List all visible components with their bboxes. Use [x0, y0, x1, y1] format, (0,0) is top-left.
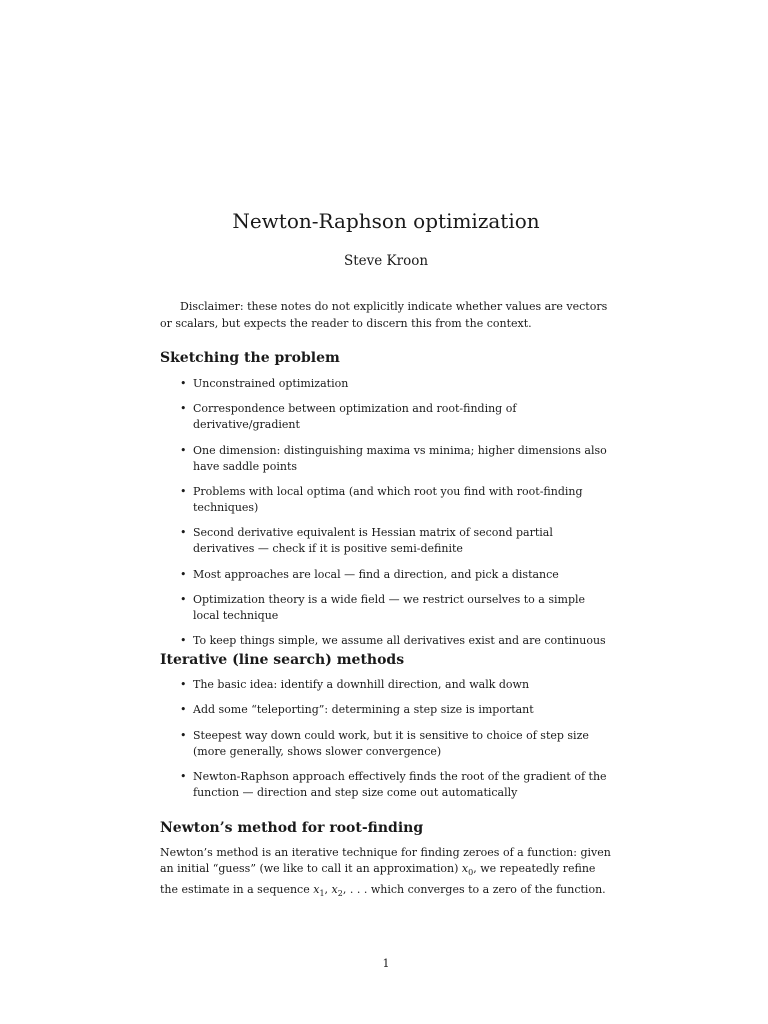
author-name: Steve Kroon [343, 253, 429, 269]
bullet-icon: • [180, 678, 187, 691]
bullet-icon: • [180, 728, 187, 742]
list-item: • Problems with local optima (and which root you find with root-finding techniques) [180, 485, 583, 514]
newton-method-paragraph: Newton’s method is an iterative technique for finding zeroes of a function: given an initial “guess” (we like to call it an approximation) $x_0$, we repeatedly refine the estimate in a sequence $x_1$, $x_2$, . . . which converges to a zero of the function. [160, 846, 611, 898]
bullet-list-iterative [160, 677, 612, 811]
paper-page [160, 0, 612, 1024]
section-heading-iterative: Iterative (line search) methods [160, 652, 405, 668]
bullet-icon: • [180, 377, 187, 390]
bullet-icon: • [180, 593, 187, 607]
list-item: • Unconstrained optimization [180, 377, 349, 390]
list-item: • Correspondence between optimization and root-finding of derivative/gradient [180, 402, 517, 432]
list-item: • Optimization theory is a wide field — we restrict ourselves to a simple local technique [180, 593, 586, 622]
section-heading-sketching: Sketching the problem [160, 350, 340, 366]
bullet-icon: • [180, 485, 187, 499]
bullet-icon: • [180, 443, 187, 457]
bullet-icon: • [180, 526, 187, 540]
bullet-icon: • [180, 634, 187, 648]
disclaimer-paragraph: Disclaimer: these notes do not explicitly indicate whether values are vectors or scalars, but expects the reader to discern this from the context. [160, 300, 608, 330]
list-item: • The basic idea: identify a downhill direction, and walk down [180, 678, 530, 691]
math-x0: $x_0$ [461, 862, 474, 878]
bullet-icon: • [180, 770, 187, 784]
page-number: 1 [382, 957, 390, 970]
list-item: • Most approaches are local — find a direction, and pick a distance [180, 567, 559, 581]
list-item: • Steepest way down could work, but it is sensitive to choice of step size (more generally, shows slower convergence) [180, 728, 589, 758]
math-x2: $x_2$ [331, 882, 343, 898]
page-title: Newton-Raphson optimization [232, 209, 540, 233]
list-item: • Add some “teleporting”: determining a step size is important [180, 703, 534, 717]
math-x1: $x_1$ [313, 882, 325, 898]
bullet-icon: • [180, 703, 187, 717]
bullet-icon: • [180, 567, 187, 581]
list-item: • One dimension: distinguishing maxima vs minima; higher dimensions also have saddle points [180, 443, 607, 473]
bullet-icon: • [180, 402, 187, 416]
list-item: • Newton-Raphson approach effectively finds the root of the gradient of the function — direction and step size come out automatically [180, 770, 607, 800]
section-heading-newton: Newton’s method for root-finding [160, 820, 424, 836]
list-item: • Second derivative equivalent is Hessian matrix of second partial derivatives — check if it is positive semi-definite [180, 526, 553, 556]
list-item: • To keep things simple, we assume all derivatives exist and are continuous [180, 634, 606, 648]
bullet-list-sketching [160, 376, 612, 659]
